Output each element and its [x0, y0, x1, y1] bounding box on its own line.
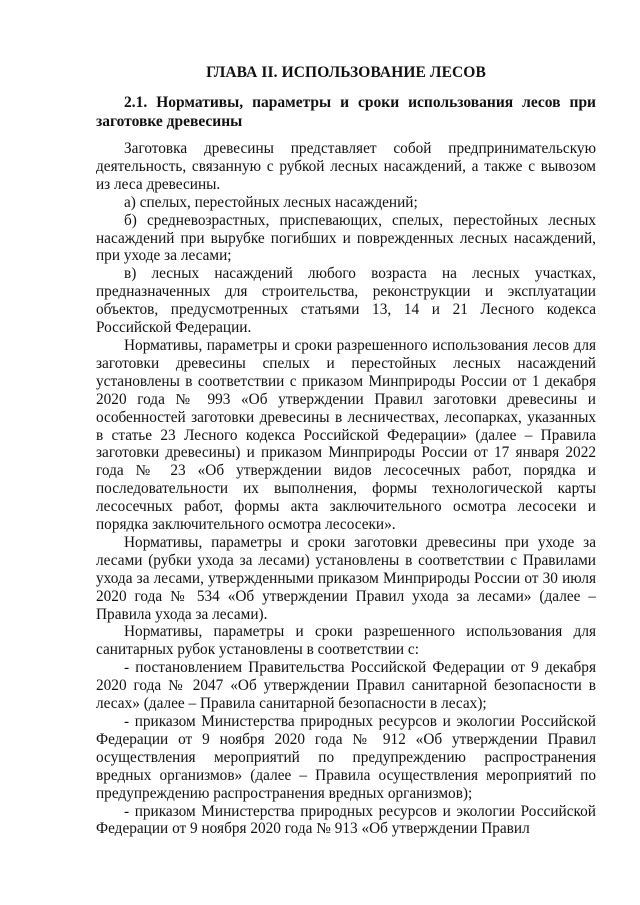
- bullet-order-913: - приказом Министерства природных ресурсов и экологии Российской Федерации от 9 ноября 2020 года № 913 «Об утверждении Правил: [96, 802, 596, 838]
- list-item-a: а) спелых, перестойных лесных насаждений;: [124, 193, 418, 211]
- chapter-title: ГЛАВА II. ИСПОЛЬЗОВАНИЕ ЛЕСОВ: [206, 64, 486, 81]
- paragraph-forest-care: Нормативы, параметры и сроки заготовки древесины при уходе за лесами (рубки ухода за лесами) установлены в соответствии с Правилами ухода за лесами, утвержденными приказом Минприроды России от 30 июля 2020 года № 534 «Об утверждении Правил ухода за лесами» (далее – Правила ухода за лесами).: [96, 533, 596, 623]
- list-item-b: б) средневозрастных, приспевающих, спелых, перестойных лесных насаждений при вырубке погибших и поврежденных лесных насаждений, при уходе за лесами;: [96, 211, 596, 265]
- section-heading: 2.1. Нормативы, параметры и сроки использования лесов при заготовке древесины: [96, 94, 596, 130]
- body-text: [96, 140, 596, 838]
- bullet-decree-2047: - постановлением Правительства Российской Федерации от 9 декабря 2020 года № 2047 «Об утверждении Правил санитарной безопасности в лесах» (далее – Правила санитарной безопасности в лесах);: [96, 659, 596, 713]
- paragraph-sanitary: Нормативы, параметры и сроки разрешенного использования для санитарных рубок установлены в соответствии с:: [96, 623, 596, 659]
- paragraph-intro: Заготовка древесины представляет собой предпринимательскую деятельность, связанную с рубкой лесных насаждений, а также с вывозом из леса древесины.: [96, 140, 596, 193]
- bullet-order-912: - приказом Министерства природных ресурсов и экологии Российской Федерации от 9 ноября 2020 года № 912 «Об утверждении Правил осуществления мероприятий по предупреждению распространения вредных организмов» (далее – Правила осуществления мероприятий по предупреждению распространения вредных организмов);: [96, 713, 596, 802]
- paragraph-mature-stands: Нормативы, параметры и сроки разрешенного использования лесов для заготовки древесины спелых и перестойных лесных насаждений установлены в соответствии с приказом Минприроды России от 1 декабря 2020 года № 993 «Об утверждении Правил заготовки древесины и особенностей заготовки древесины в лесничествах, лесопарках, указанных в статье 23 Лесного кодекса Российской Федерации» (далее – Правила заготовки древесины) и приказом Минприроды России от 17 января 2022 года № 23 «Об утверждении видов лесосечных работ, порядка и последовательности их выполнения, формы технологической карты лесосечных работ, формы акта заключительного осмотра лесосеки и порядка заключительного осмотра лесосеки».: [96, 336, 596, 534]
- list-item-c: в) лесных насаждений любого возраста на лесных участках, предназначенных для строительства, реконструкции и эксплуатации объектов, предусмотренных статьями 13, 14 и 21 Лесного кодекса Российской Федерации.: [96, 265, 596, 337]
